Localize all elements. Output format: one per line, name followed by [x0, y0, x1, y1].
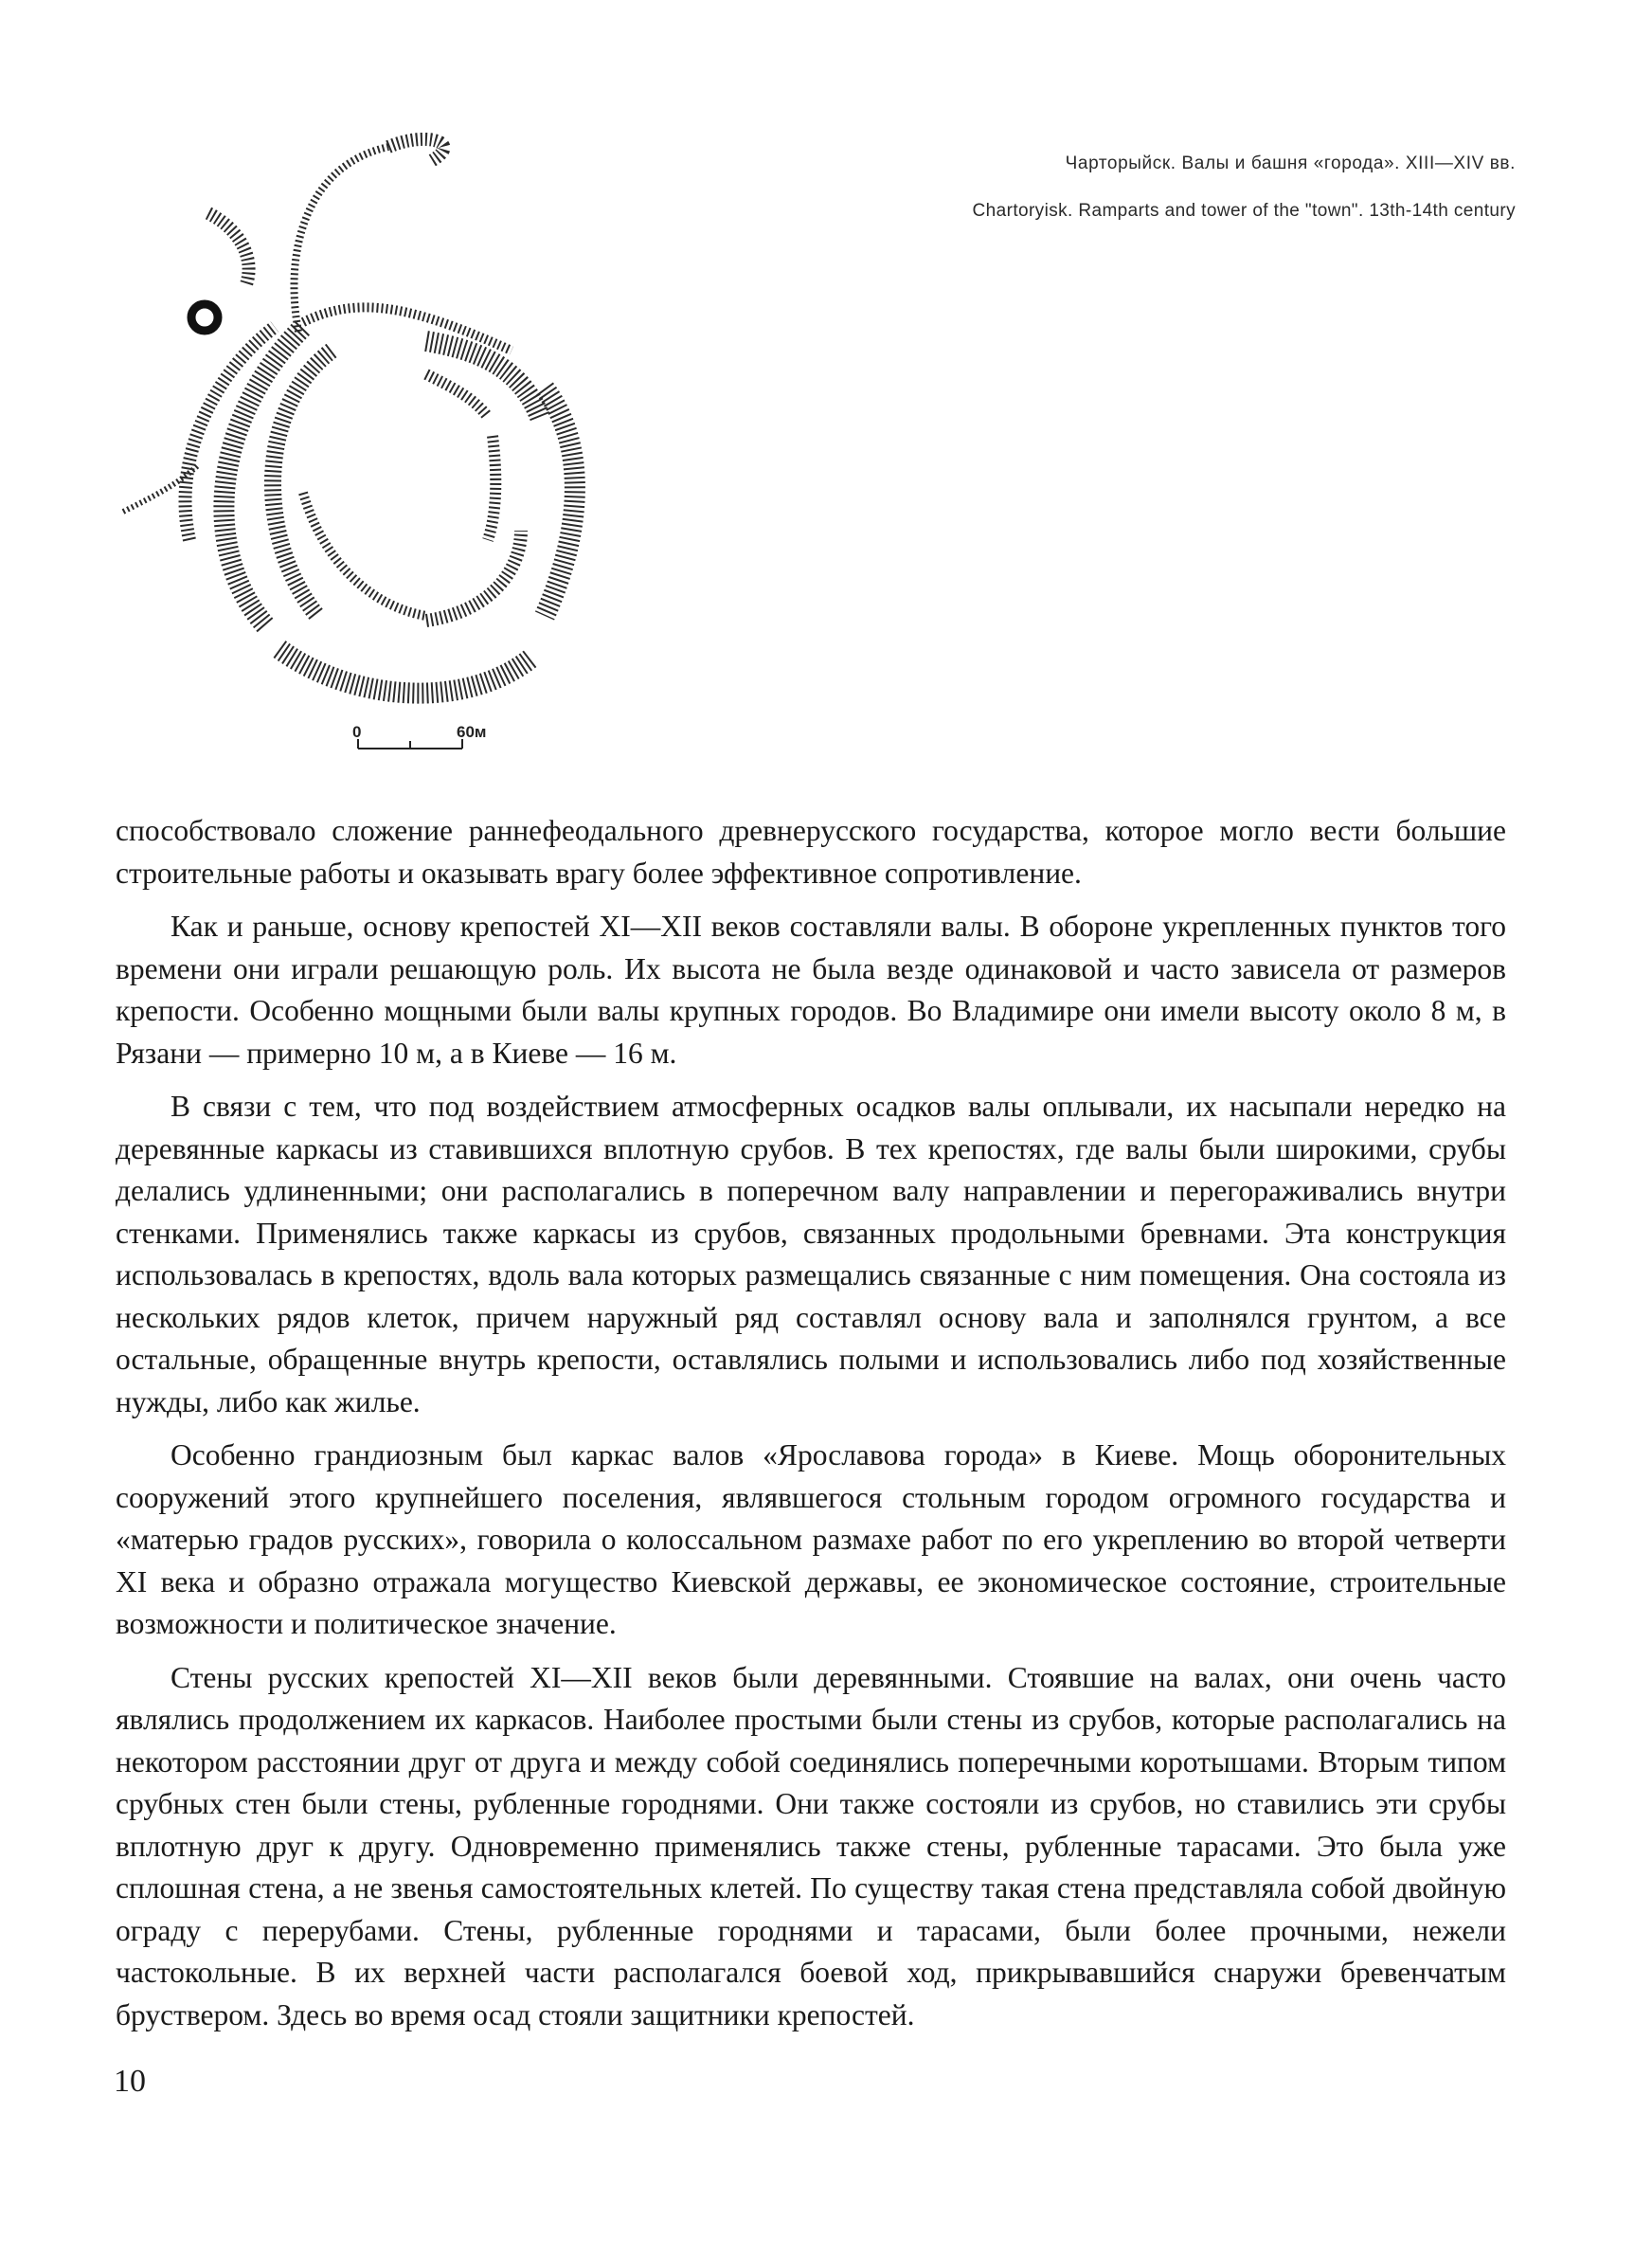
rampart-north-curve	[294, 147, 388, 332]
inner-rampart-east	[488, 436, 495, 540]
rampart-north-inner-east	[426, 374, 488, 417]
caption-english: Chartoryisk. Ramparts and tower of the "town". 13th-14th century	[972, 201, 1516, 221]
body-text	[116, 810, 1506, 2048]
scale-bar	[358, 739, 462, 749]
figure-caption	[815, 153, 1516, 222]
paragraph-4: Особенно грандиозным был каркас валов «Ярославова города» в Киеве. Мощь оборонительных сооружений этого крупнейшего поселения, являвшегося стольным городом огромного государства и «матерью градов русских», говорила о колоссальном размахе работ по его укреплению во второй четверти XI века и образно отражала могущество Киевской державы, ее экономическое состояние, строительные возможности и политическое значение.	[116, 1438, 1506, 1640]
tower-marker	[191, 304, 218, 331]
inner-rampart-west	[273, 351, 332, 616]
caption-russian: Чарторыйск. Валы и башня «города». XIII—XIV вв.	[1065, 153, 1516, 173]
rampart-east	[545, 388, 575, 616]
rampart-north-east	[426, 341, 540, 417]
rampart-north-top	[388, 139, 443, 161]
paragraph-1: способствовало сложение раннефеодального древнерусского государства, которое могло вести большие строительные работы и оказывать врагу более эффективное сопротивление.	[116, 814, 1506, 890]
rampart-north-inner	[303, 307, 512, 351]
paragraph-5: Стены русских крепостей XI—XII веков были деревянными. Стоявшие на валах, они очень часто являлись продолжением их каркасов. Наиболее простыми были стены из срубов, которые располагались на некотором расстоянии друг от друга и между собой соединялись поперечными коротышами. Вторым типом срубных стен были стены, рубленные городнями. Они также состояли из срубов, но ставились эти срубы вплотную друг к другу. Одновременно применялись также стены, рубленные тарасами. Это была уже сплошная стена, а не звенья самостоятельных клетей. По существу такая стена представляла собой двойную ограду с перерубами. Стены, рубленные городнями и тарасами, были более прочными, нежели частокольные. В их верхней части располагался боевой ход, прикрывавшийся снаружи бревенчатым бруствером. Здесь во время осад стояли защитники крепостей.	[116, 1660, 1506, 2031]
scale-end-label: 60м	[457, 723, 487, 741]
page-number: 10	[114, 2064, 146, 2099]
rampart-northwest	[208, 213, 249, 284]
inner-rampart-southwest	[303, 493, 426, 616]
paragraph-3: В связи с тем, что под воздействием атмосферных осадков валы оплывали, их насыпали нередко на деревянные каркасы из ставившихся вплотную срубов. В тех крепостях, где валы были широкими, срубы делались удлиненными; они располагались в поперечном валу направлении и перегораживались внутри стенками. Применялись также каркасы из срубов, связанных продольными бревнами. Эта конструкция использовалась в крепостях, вдоль вала которых размещались связанные с ним помещения. Она состояла из нескольких рядов клеток, причем наружный ряд составлял основу вала и заполнялся грунтом, а все остальные, обращенные внутрь крепости, оставлялись полыми и использовались либо под хозяйственные нужды, либо как жилье.	[116, 1090, 1506, 1418]
outer-rampart-west	[186, 327, 275, 540]
rampart-south	[279, 649, 530, 694]
rampart-north-hook	[292, 133, 439, 313]
paragraph-2: Как и раньше, основу крепостей XI—XII веков составляли валы. В обороне укрепленных пунктов того времени они играли решающую роль. Их высота не была везде одинаковой и часто зависела от размеров крепости. Особенно мощными были валы крупных городов. Во Владимире они имели высоту около 8 м, в Рязани — примерно 10 м, а в Киеве — 16 м.	[116, 910, 1506, 1070]
fortification-plan	[114, 133, 682, 767]
scale-start-label: 0	[352, 723, 362, 741]
inner-rampart-south	[426, 531, 521, 621]
